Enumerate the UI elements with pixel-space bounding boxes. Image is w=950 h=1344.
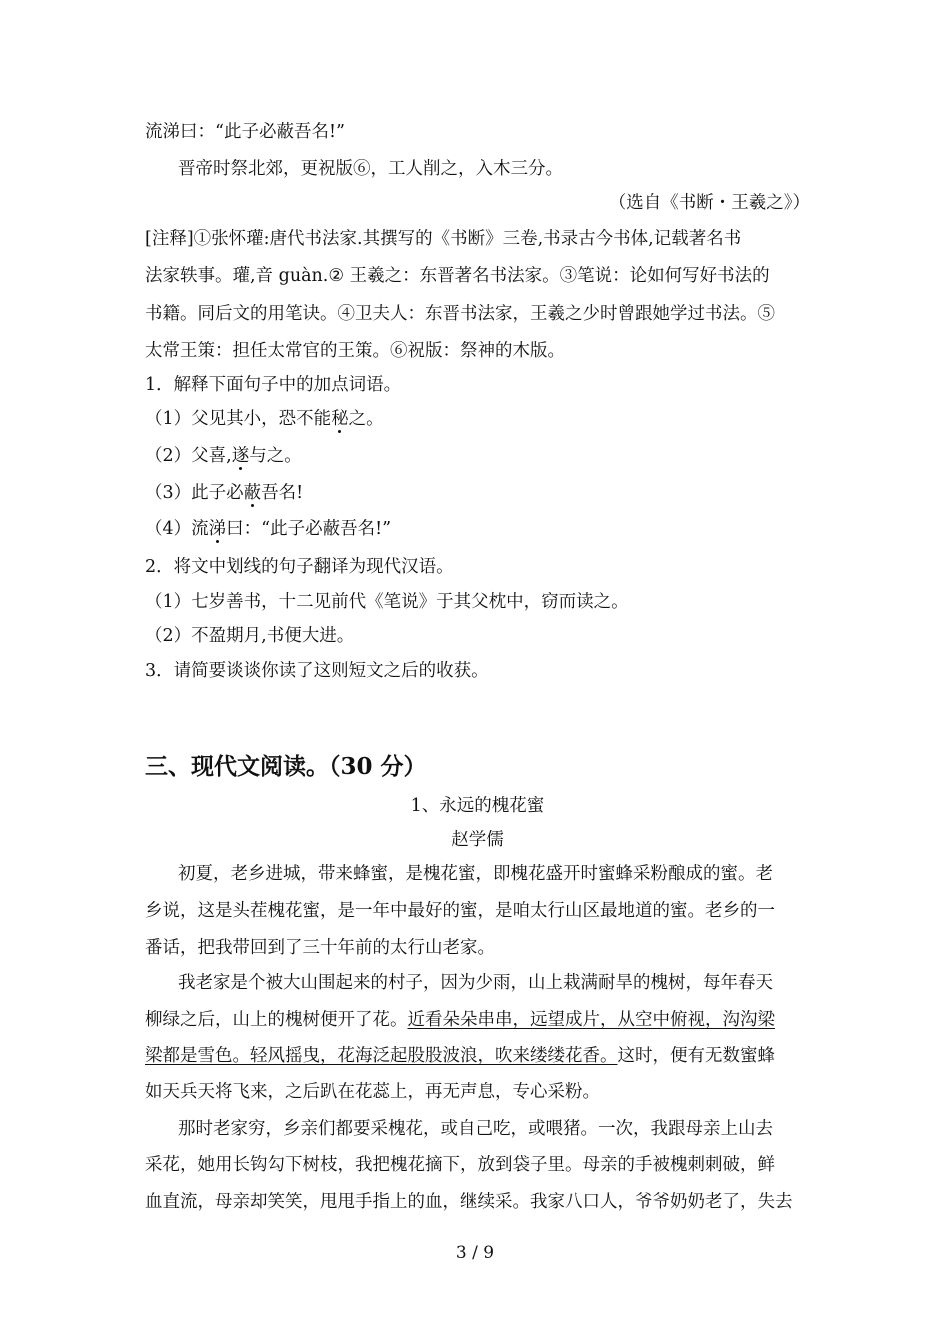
essay-paragraph-line: 采花，她用长钩勾下树枝，我把槐花摘下，放到袋子里。母亲的手被槐刺刺破，鲜 bbox=[145, 1155, 775, 1175]
sentence-text: （2）父喜, bbox=[145, 446, 232, 466]
sentence-text: 曰：“此子必蔽吾名!” bbox=[226, 519, 392, 539]
essay-paragraph-line: 番话，把我带回到了三十年前的太行山老家。 bbox=[145, 938, 495, 958]
page-number: 3 / 9 bbox=[455, 1243, 495, 1263]
dotted-word: 涕 bbox=[208, 519, 227, 539]
source-citation: （选自《书断・王羲之》） bbox=[608, 193, 810, 213]
question-3: 3．请简要谈谈你读了这则短文之后的收获。 bbox=[145, 661, 489, 681]
underlined-sentence: 梁都是雪色。轻风摇曳，花海泛起股股波浪，吹来缕缕花香。 bbox=[145, 1046, 618, 1066]
question-1: 1．解释下面句子中的加点词语。 bbox=[145, 375, 402, 395]
sentence-text: （3）此子必 bbox=[145, 483, 244, 503]
annotation-line: [注释]①张怀瓘:唐代书法家.其撰写的《书断》三卷,书录古今书体,记载著名书 bbox=[145, 229, 742, 249]
sentence-text: 柳绿之后，山上的槐树便开了花。 bbox=[145, 1010, 408, 1030]
essay-paragraph-line: 如天兵天将飞来，之后趴在花蕊上，再无声息，专心采粉。 bbox=[145, 1082, 600, 1102]
sentence-text: 之。 bbox=[348, 409, 384, 429]
essay-title: 1、永远的槐花蜜 bbox=[410, 796, 545, 816]
essay-paragraph-line: 乡说，这是头茬槐花蜜，是一年中最好的蜜，是咱太行山区最地道的蜜。老乡的一 bbox=[145, 901, 775, 921]
dotted-word: 秘 bbox=[331, 409, 349, 429]
question-1-item bbox=[145, 444, 810, 468]
section-heading: 三、现代文阅读。（30 分） bbox=[145, 753, 427, 780]
dotted-word: 遂 bbox=[231, 446, 250, 466]
sentence-text: （4）流 bbox=[145, 519, 209, 539]
annotation-line: 法家轶事。瓘,音 guàn.② 王羲之：东晋著名书法家。③笔说：论如何写好书法的 bbox=[145, 266, 770, 286]
essay-paragraph-line bbox=[145, 1044, 810, 1068]
classical-text-line: 流涕曰：“此子必蔽吾名!” bbox=[145, 122, 345, 142]
question-1-item bbox=[145, 481, 810, 505]
essay-paragraph-line bbox=[145, 1008, 810, 1032]
essay-paragraph-line: 那时老家穷，乡亲们都要采槐花，或自己吃，或喂猪。一次，我跟母亲上山去 bbox=[178, 1119, 773, 1139]
sentence-text: （1）父见其小，恐不能 bbox=[145, 409, 332, 429]
annotation-line: 书籍。同后文的用笔诀。④卫夫人：东晋书法家，王羲之少时曾跟她学过书法。⑤ bbox=[145, 304, 775, 324]
annotation-line: 太常王策：担任太常官的王策。⑥祝版：祭神的木版。 bbox=[145, 341, 565, 361]
question-2-item: （2）不盈期月,书便大进。 bbox=[145, 626, 355, 646]
essay-paragraph-line: 初夏，老乡进城，带来蜂蜜，是槐花蜜，即槐花盛开时蜜蜂采粉酿成的蜜。老 bbox=[178, 864, 773, 884]
underlined-sentence: 近看朵朵串串，远望成片，从空中俯视，沟沟梁 bbox=[407, 1010, 775, 1030]
dotted-word: 蔽 bbox=[243, 483, 262, 503]
classical-text-line: 晋帝时祭北郊，更祝版⑥，工人削之，入木三分。 bbox=[178, 159, 563, 179]
question-2: 2．将文中划线的句子翻译为现代汉语。 bbox=[145, 557, 454, 577]
essay-author: 赵学儒 bbox=[451, 830, 504, 850]
essay-paragraph-line: 血直流，母亲却笑笑，甩甩手指上的血，继续采。我家八口人，爷爷奶奶老了，失去 bbox=[145, 1192, 793, 1212]
question-1-item bbox=[145, 517, 810, 541]
sentence-text: 与之。 bbox=[249, 446, 302, 466]
essay-paragraph-line: 我老家是个被大山围起来的村子，因为少雨，山上栽满耐旱的槐树，每年春天 bbox=[178, 973, 773, 993]
sentence-text: 吾名! bbox=[261, 483, 304, 503]
question-1-item bbox=[145, 407, 810, 431]
sentence-text: 这时，便有无数蜜蜂 bbox=[617, 1046, 775, 1066]
question-2-item: （1）七岁善书，十二见前代《笔说》于其父枕中，窃而读之。 bbox=[145, 592, 629, 612]
